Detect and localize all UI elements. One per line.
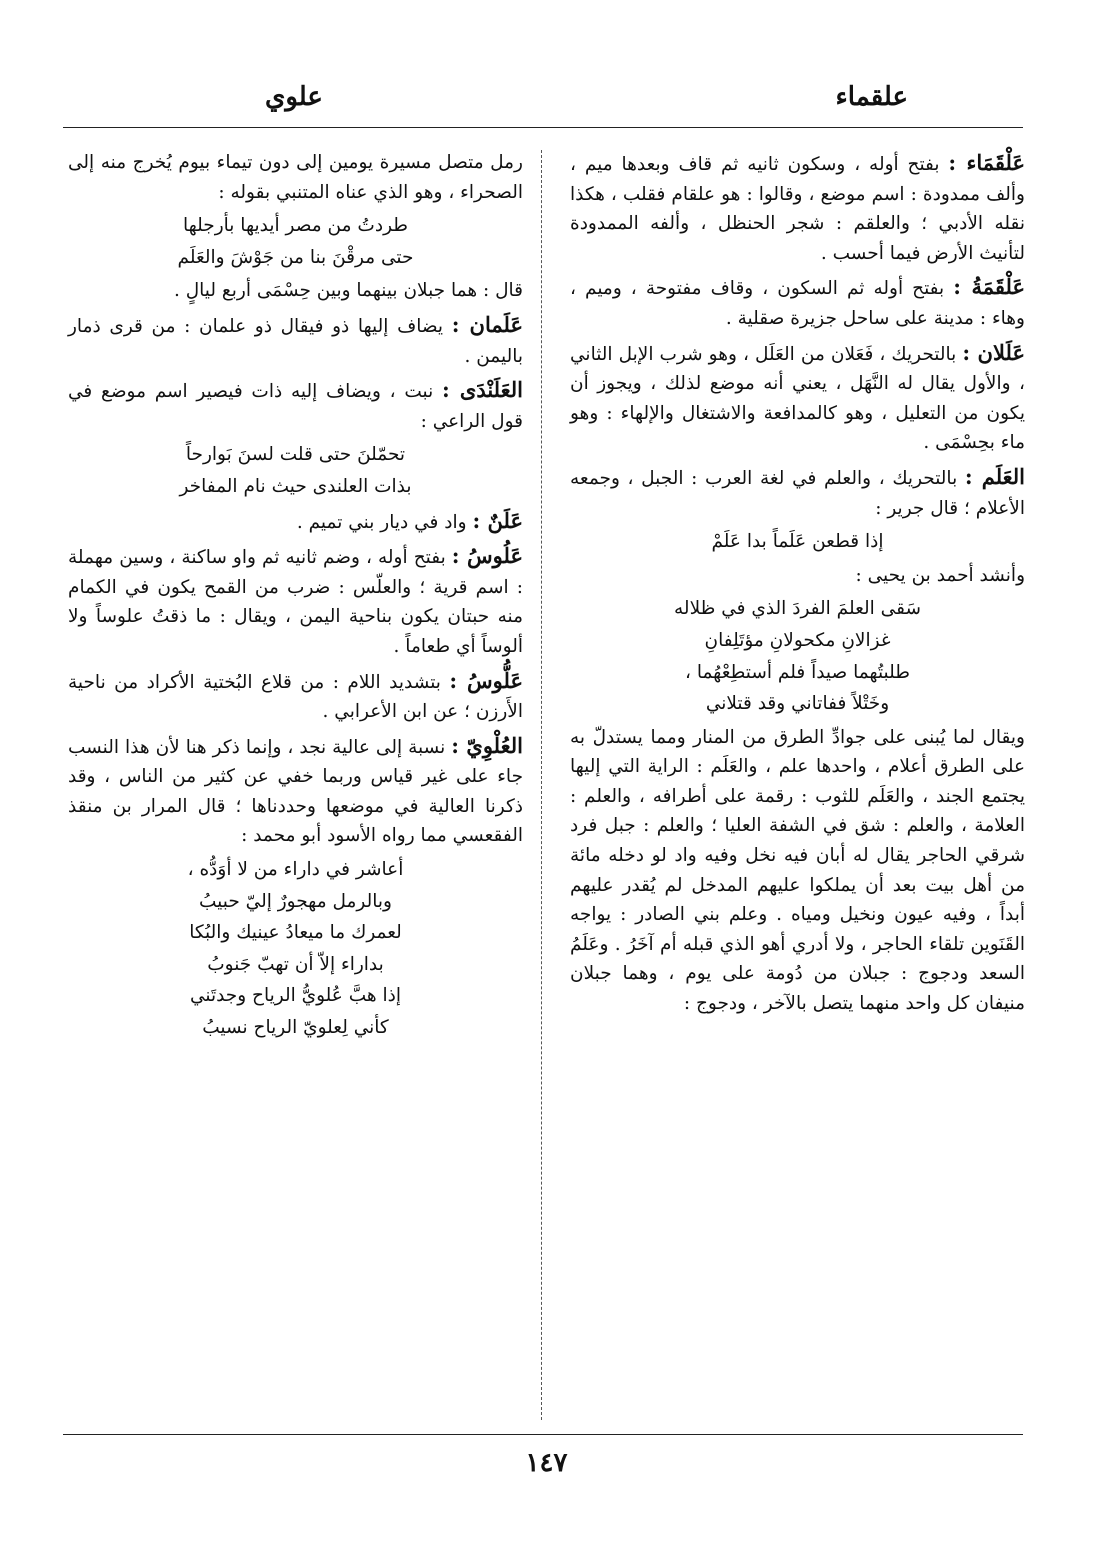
entry [68, 541, 523, 661]
entry [68, 375, 523, 436]
entry-headword: العَلَم : [964, 463, 1026, 489]
entry-text: بالتحريك ، والعلم في لغة العرب : الجبل ، وجمعه الأعلام ؛ قال جرير : [570, 467, 1025, 519]
entry [68, 310, 523, 371]
verse-block [570, 527, 1025, 557]
verse-line: سَقى العلمَ الفردَ الذي في ظلاله [674, 598, 921, 620]
entry-headword: عَلُوسُ : [451, 543, 523, 569]
entry-text: بتشديد اللام : من قلاع البُختية الأكراد من ناحية الأَرزن ؛ عن ابن الأعرابي . [68, 671, 523, 723]
verse-line: لعمرك ما ميعادُ عينيك والبُكا [189, 922, 402, 944]
left-column [68, 148, 523, 1047]
entry-text: نسبة إلى عالية نجد ، وإنما ذكر هنا لأن هذا النسب جاء على غير قياس وربما خفي عن كثير من الناس ، وقد ذكرنا العالية في موضعها وحددناها ؛ قال المرار بن منقذ الفقعسي مما رواه الأسود أبو محمد : [68, 736, 523, 847]
verse-block [570, 594, 1025, 718]
paragraph: رمل متصل مسيرة يومين إلى دون تيماء بيوم يُخرج منه إلى الصحراء ، وهو الذي عناه المتنبي بقوله : [68, 152, 523, 203]
entry-headword: عَلَمان : [451, 311, 524, 337]
verse-line: حتى مرقْنَ بنا من جَوْشَ والعَلَم [177, 246, 414, 268]
entry-text: واد في ديار بني تميم . [296, 511, 467, 533]
verse-line: تحمّلنَ حتى قلت لسنَ بَوارحاً [185, 444, 406, 466]
entry-headword: العُلْوِيّ : [451, 732, 523, 758]
page-number: ١٤٧ [525, 1448, 568, 1478]
verse-line: إذا هبَّ عُلويُّ الرياح وجدتَني [189, 985, 402, 1007]
verse-line: طلبتُهما صيداً فلم أستطِعْهُما ، [685, 661, 910, 683]
entry [68, 731, 523, 851]
entry [570, 148, 1025, 268]
entry-text: بفتح أوله ، وضم ثانيه ثم واو ساكنة ، وسين مهملة : اسم قرية ؛ والعلّس : ضرب من القمح يكون في الكمام منه حبتان يكون بناحية اليمن ، ويقال : ما ذقتُ علوساً ولا ألوساً أي طعاماً . [68, 547, 523, 657]
entry-headword: عَلَنٌ : [472, 507, 523, 533]
verse-line: وخَتْلاً ففاتاني وقد قتلاني [705, 693, 890, 715]
header-rule [63, 127, 1023, 128]
entry [570, 338, 1025, 458]
entry-headword: عَلْقَمَاء : [948, 150, 1025, 175]
verse-line: كأني لِعلويّ الرياح نسيبُ [202, 1017, 389, 1039]
entry-headword: عَلَلان : [962, 339, 1025, 365]
entry [570, 462, 1025, 523]
entry [570, 272, 1025, 333]
verse-line: أعاشر في داراء من لا أوَدُّه ، [187, 859, 404, 881]
entry-text: بفتح أوله ، وسكون ثانيه ثم قاف وبعدها ميم ، وألف ممدودة : اسم موضع ، وقالوا : هو علقام فقلب ، هكذا نقله الأدبي ؛ والعلقم : شجر الحنظل ، وألفه الممدودة لتأنيث الأرض فيما أحسب . [570, 154, 1025, 264]
entry [68, 666, 523, 727]
entry-headword: العَلَنْدَى : [441, 377, 523, 403]
entry-headword: عَلُّوسُ : [449, 667, 523, 693]
verse-line: غزالانِ مكحولانِ مؤتَلِفانِ [704, 629, 891, 651]
verse-line: بذات العلندى حيث نام المفاخر [179, 475, 412, 497]
entry-text: يضاف إليها ذو فيقال ذو علمان : من قرى ذمار باليمن . [68, 315, 523, 367]
column-divider [541, 150, 542, 1420]
paragraph: وأنشد أحمد بن يحيى : [855, 564, 1025, 586]
verse-block [68, 855, 523, 1043]
entry [68, 506, 523, 538]
entry-text: بالتحريك ، فَعَلان من العَلَل ، وهو شرب الإبل الثاني ، والأول يقال له النَّهَل ، يعني أنه موضع لذلك ، ويجوز أن يكون من التعليل ، وهو كالمدافعة والاشتغال والإلهاء : وهو ماء بحِسْمَى . [570, 343, 1025, 454]
entry-text: نبت ، ويضاف إليه ذات فيصير اسم موضع في قول الراعي : [68, 381, 523, 432]
running-header-left: علوي [265, 82, 323, 112]
verse-line: طردتُ من مصر أيديها بأرجلها [182, 215, 409, 237]
footer-rule [63, 1434, 1023, 1435]
verse-block [68, 211, 523, 272]
verse-line: وبالرمل مهجورٌ إليّ حبيبُ [199, 890, 392, 912]
right-column [570, 148, 1025, 1023]
running-header-right: علقماء [835, 82, 908, 112]
verse-line: بداراء إلاّ أن تهبّ جَنوبُ [207, 953, 384, 975]
entry-headword: عَلْقَمَةُ : [953, 274, 1025, 300]
entry-text: بفتح أوله ثم السكون ، وقاف مفتوحة ، وميم ، وهاء : مدينة على ساحل جزيرة صقلية . [570, 278, 1025, 329]
verse-line: إذا قطعن عَلَماً بدا عَلَمْ [711, 531, 884, 553]
paragraph: قال : هما جبلان بينهما وبين حِسْمَى أربع ليالٍ . [173, 280, 523, 302]
paragraph: ويقال لما يُبنى على جوادِّ الطرق من المنار ومما يستدلّ به على الطرق أعلام ، واحدها علم ، والعَلَم : الراية التي إليها يجتمع الجند ، والعَلَم للثوب : رقمة على أطرافه ، والعلم : العلامة ، والعلم : شق في الشفة العليا ؛ والعلم : جبل فرد شرقي الحاجر يقال له أبان فيه نخل وفيه واد لو دخله مائة من أهل بيت بعد أن يملكوا عليهم المدخل لم يُقدر عليهم أبداً ، وفيه عيون ونخيل ومياه . وعلم بني الصادر : يواجه القَنَوين تلقاء الحاجر ، ولا أدري أهو الذي قبله أم آخَرُ . وعَلَمُ السعد ودجوج : جبلان من دُومة على يوم ، وهما جبلان منيفان كل واحد منهما يتصل بالآخر ، ودجوج : [570, 726, 1025, 1015]
verse-block [68, 440, 523, 501]
